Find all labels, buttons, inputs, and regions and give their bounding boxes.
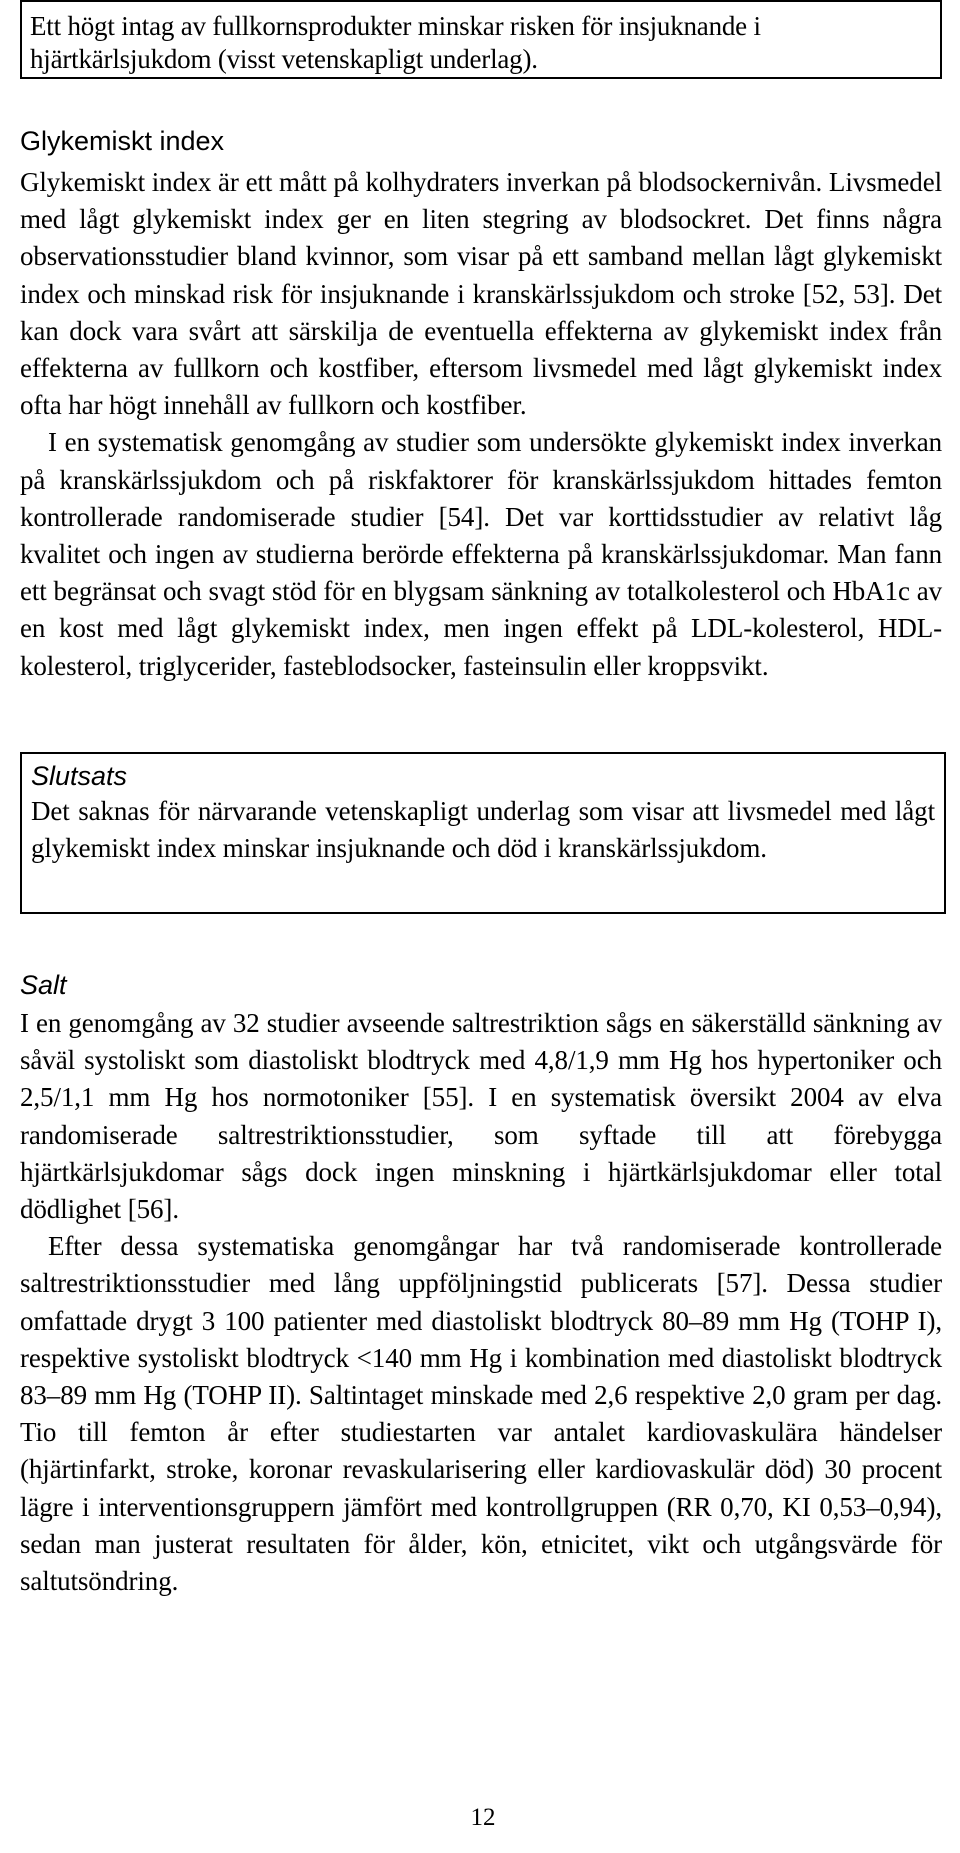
heading-glycemic-index: Glykemiskt index xyxy=(20,126,225,156)
salt-paragraph-1: I en genomgång av 32 studier avseende saltrestriktion sågs en säkerställd sänkning av såväl systoliskt som diastoliskt blodtryck med 4,8/1,9 mm Hg hos hypertoniker och 2,5/1,1 mm Hg hos normotoniker [55]. I en systematisk översikt 2004 av elva randomiserade saltrestriktionsstudier, som syftade till att förebygga hjärtkärlsjukdomar sågs dock ingen minskning i hjärtkärlsjukdomar eller total dödlighet [56]. xyxy=(20,1008,942,1225)
salt-body xyxy=(20,1005,942,1600)
heading-conclusion: Slutsats xyxy=(31,761,128,791)
gi-paragraph-1 xyxy=(20,164,942,424)
gi-paragraph-2: I en systematisk genomgång av studier som undersökte glykemiskt index inverkan på kranskärlssjukdom och på riskfaktorer för kranskärlssjukdom hittades femton kontrollerade randomiserade studier [54]. Det var korttidsstudier av relativt låg kvalitet och ingen av studierna berörde effekterna på kranskärlssjukdomar. Man fann ett begränsat och svagt stöd för en blygsam sänkning av totalkolesterol och HbA1c av en kost med lågt glykemiskt index, men ingen effekt på LDL-kolesterol, HDL-kolesterol, triglycerider, fasteblodsocker, fasteinsulin eller kroppsvikt. xyxy=(20,427,942,681)
heading-salt: Salt xyxy=(20,970,67,1000)
summary-statement-box xyxy=(20,0,942,79)
conclusion-box xyxy=(20,752,946,914)
salt-paragraph-2: Efter dessa systematiska genomgångar har två randomiserade kontrollerade saltrestriktionsstudier med lång uppföljningstid publicerats [57]. Dessa studier omfattade drygt 3 100 patienter med diastoliskt blodtryck 80–89 mm Hg (TOHP I), respektive systoliskt blodtryck <140 mm Hg i kombination med diastoliskt blodtryck 83–89 mm Hg (TOHP II). Saltintaget minskade med 2,6 respektive 2,0 gram per dag. Tio till femton år efter studiestarten var antalet kardiovaskulära händelser (hjärtinfarkt, stroke, koronar revaskularisering eller kardiovaskulär död) 30 procent lägre i interventionsgruppern jämfört med kontrollgruppen (RR 0,70, KI 0,53–0,94), sedan man justerat resultaten för ålder, kön, etnicitet, vikt och utgångsvärde för saltutsöndring. xyxy=(20,1231,942,1597)
gi-paragraph-1-rest: Det kan dock vara svårt att särskilja de eventuella effekterna av glykemiskt index från effekterna av fullkorn och kostfiber, eftersom livsmedel med lågt glykemiskt index ofta har högt innehåll av fullkorn och kostfiber. xyxy=(20,278,943,421)
conclusion-text: Det saknas för närvarande vetenskapligt underlag som visar att livsmedel med lågt glykemiskt index minskar insjuknande och död i kranskärlssjukdom. xyxy=(31,796,935,864)
summary-statement-text: Ett högt intag av fullkornsprodukter minskar risken för insjuknande i hjärtkärlsjukdom (visst vetenskapligt underlag). xyxy=(30,11,761,74)
gi-intro-text: Glykemiskt index är ett mått på kolhydraters inverkan på blodsockernivån. Livsmedel med lågt glykemiskt index ger en liten stegring av blodsockret. Det finns några observationsstudier bland kvinnor, som visar på ett samband mellan lågt glykemiskt index och minskad risk för insjuknande i kranskärlssjukdom och stroke [52, 53]. xyxy=(20,167,942,309)
page-number: 12 xyxy=(470,1804,496,1831)
glycemic-index-body xyxy=(20,164,942,685)
